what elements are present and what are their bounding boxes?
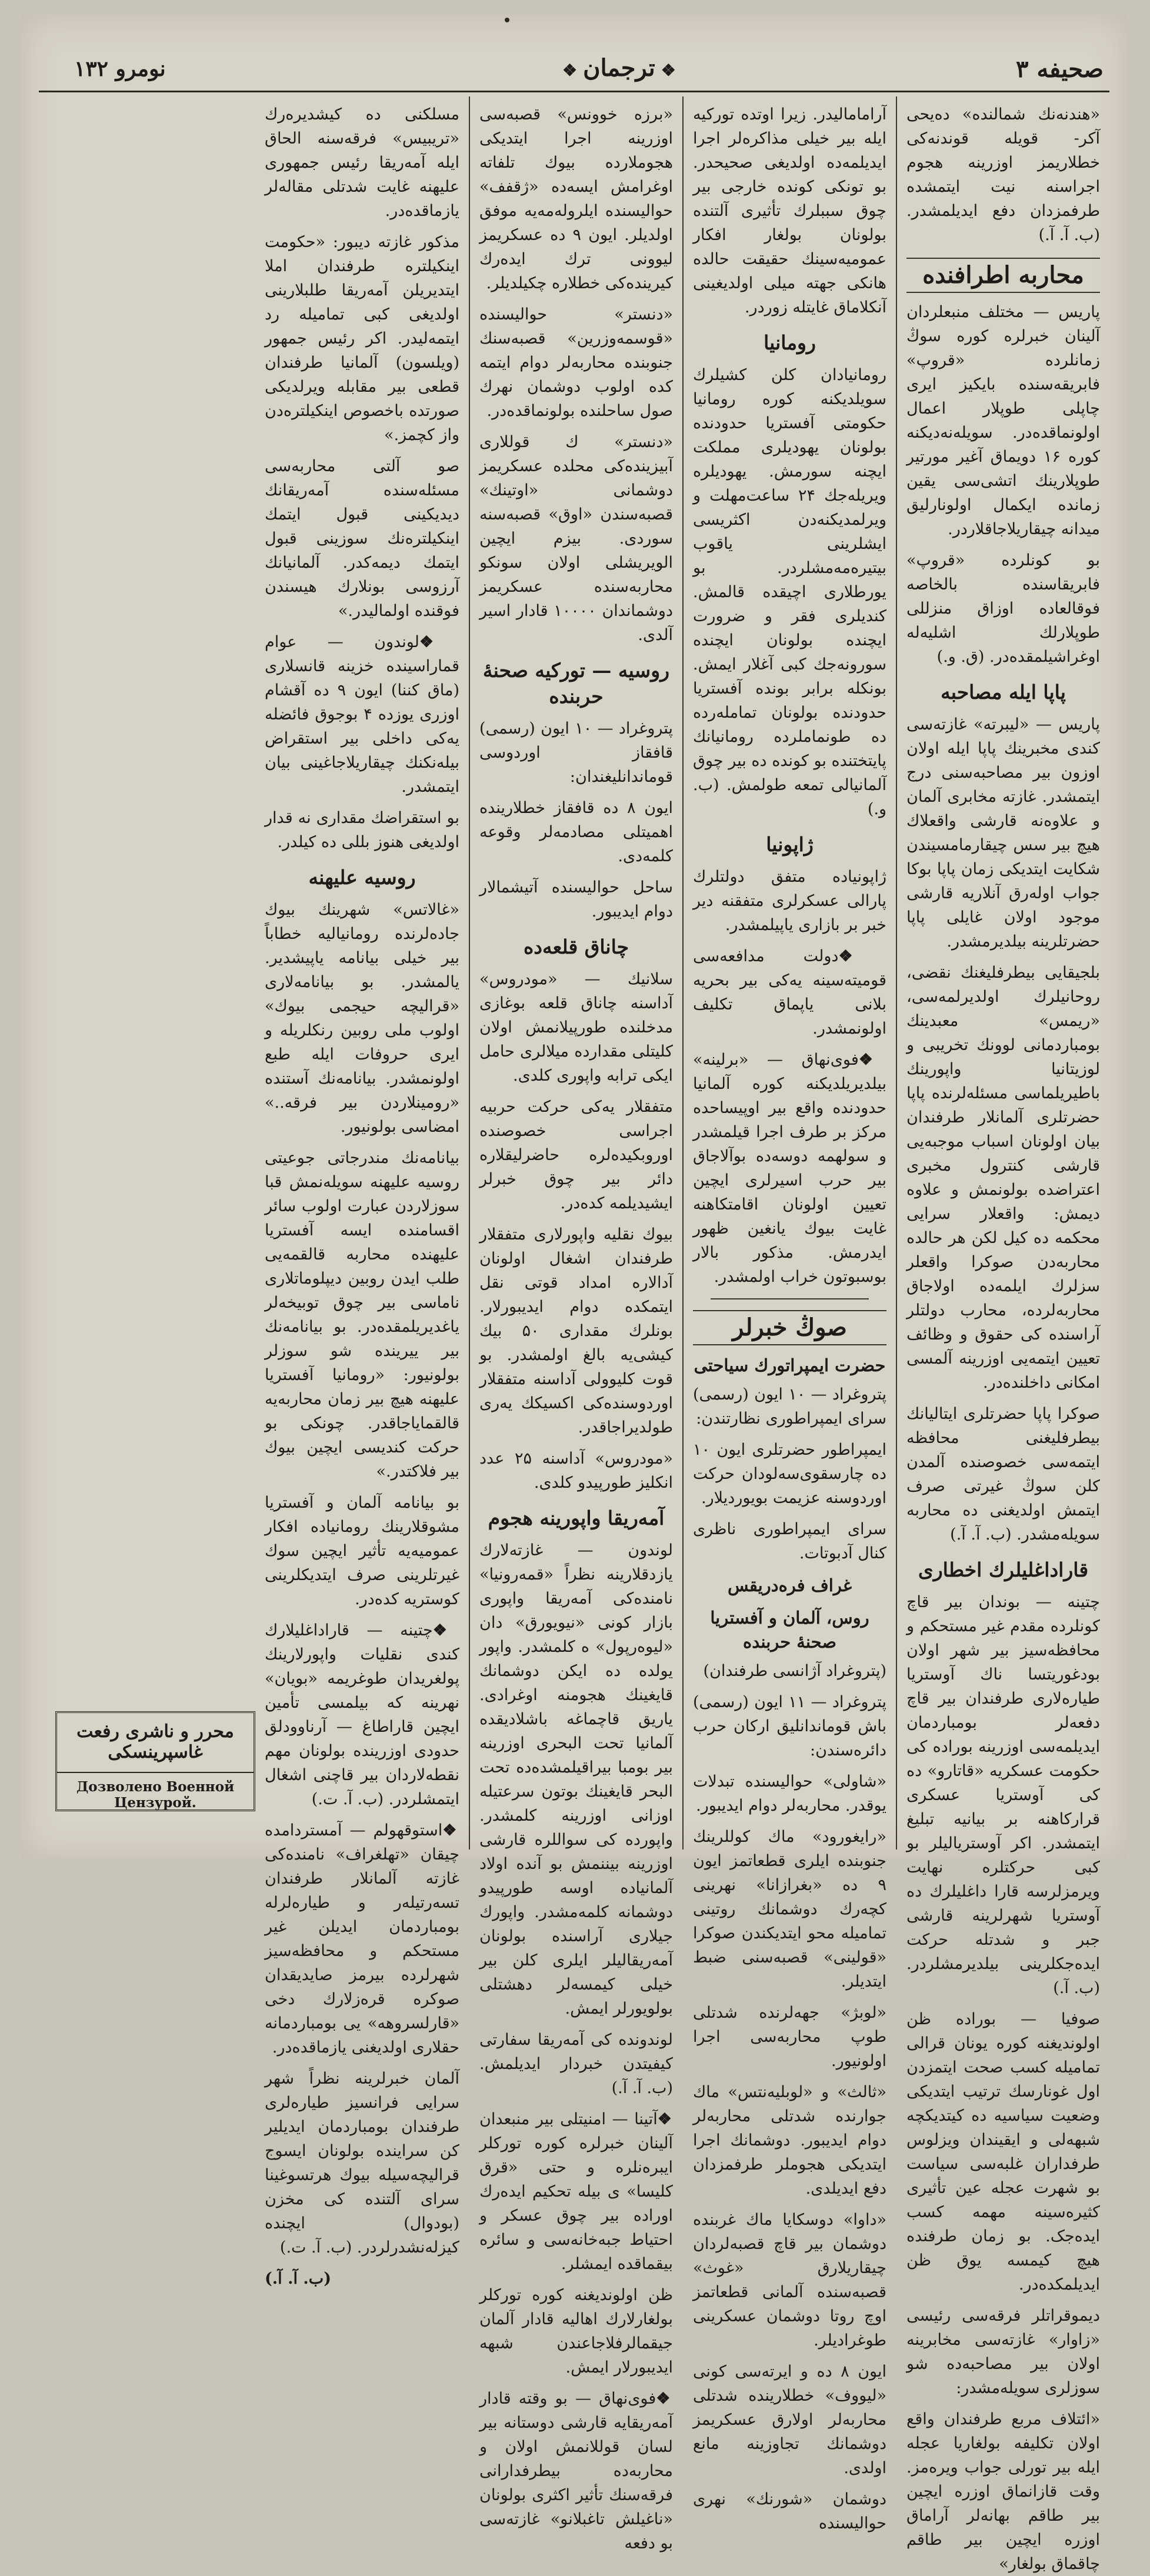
paragraph: ❖ آتینا — امنیتلی بیر منبعدان آلینان خبرلره کوره تورکلر ایبره‌نلره و حتی «قرق کلیسا» ی بیله تحکیم ایده‌رك اوراده بیر چوق عسکر و احتیاط جبه‌خانه‌سی و سائره بیقماقده ایمشلر.	[479, 2107, 673, 2276]
publisher-box	[55, 1711, 255, 1811]
paragraph: ساحل حوالیسنده آتیشمالار دوام ایدیبور.	[479, 878, 673, 921]
section-heading: چاناق قلعه‌ده	[523, 935, 629, 958]
paragraph: ❖ استوقهولم — آمستردامده چیقان «تهلغراف» نامنده‌کی غازته آلمانلار طرفندان تسه‌ر‌تیله‌ر و طیاره‌لرله بومباردمان ایدیلن غیر مستحکم و محافظه‌سیز شهرلرده بیرمز صایدیقدان صوکره قره‌زلارك دخی «قارلسروهه» یی بومباردمانه حقلاری اولدیغنی یازماقده‌در.	[265, 1818, 459, 2060]
section-heading: قاراداغلیلرك اخطاری	[918, 1558, 1089, 1581]
column-1	[896, 96, 1109, 2573]
paragraph: «هندنه‌نك شمالنده‌» ده‌یحی آکر- قویله‌ قوندنه‌کی خطلاریمز اوزرینه هجوم اجراسنه نیت ایتمشده طرفمزدان دفع ایدیلمشدر. (ب. آ. آ.)	[906, 105, 1100, 244]
paragraph: آراماماليدر. زیرا اوتده توركیه ایله بیر خیلی مذاکره‌لر اجرا ایدیلمه‌ده اولدیغی صحیحدر. بو تونکی کونده خارجی بیر چوق سببلرك تأثیری آلتنده بولونان بولغار افکار عمومیه‌سینك حقیقت حالده هانکی جهته میلی اولدیغینی آنکلاماق غایتله زوردر.	[693, 105, 886, 316]
page-header	[39, 49, 1109, 92]
paragraph: «رایغورود» ماك کوللرینك جنوبنده ایلری قطعاتمز ایون ۹ ده «بغرازانا» نهرینی کچه‌رك دوشمانك روتینی تمامیله محو ایتدیکندن صوکرا «قولینی» قصبه‌سنی ضبط ایتدیلر.	[693, 1828, 886, 1991]
paragraph: صوکرا پاپا حضرتلری ایتالیانك بیطرفلیغنی محافظه ایتمه‌سی خصوصنده آلمدن کلن سوڭ غیرتی صرف ایتمش اولدیغنی ده محاربه سویله‌مشدر. (ب. آ. آ.)	[906, 1405, 1100, 1544]
paragraph: «ثالث» و «لوبلیه‌نتس» ماك جوارنده شدتلی محاربه‌لر دوام ایدیبور. دوشمانك اجرا ایتدیکی هجوملر طرفمزدان دفع ایدیلدی.	[693, 2083, 886, 2198]
paragraph: ایون ۸ ده قافقاز خطلارینده اهمیتلی مصادمه‌لر وقوعه کلمه‌دی.	[479, 799, 673, 865]
paragraph: صو آلتی محاربه‌سی مسئله‌سنده آمه‌ریقانك دیدیکینی قبول ایتمك اینکیلتره‌نك سوزینی قبول ایتمك دیمه‌کدر. آلمانیانك آرزوسی بونلارك هیسندن فوقنده اولمالیدر.»	[265, 457, 459, 620]
paragraph: «غالاتس» شهرینك بیوك جاده‌لرنده رومانیالیه خطاباً بیر خیلی بیانامه یاپیشدیر. یالمشدر. بو بیانامه‌لاری «قرالیچه حیجمی بیوك» اولوب ملی روبین رنکلریله و ایری حروفات ایله طبع اولونمشدر. بیانامه‌نك آستنده «رومینلاردن بیر فرقه..» امضاسی بولونیور.	[265, 901, 459, 1136]
paragraph: بو بیانامه آلمان و آفستریا مشوقلارینك رومانیاده افکار عمومیه‌یه تأثیر ایچین سوك غیرتلرینی صرف ایتدیکلرینی کوستریه کده‌در.	[265, 1494, 459, 1608]
paragraph: آلمان خبرلرینه نظراً شهر سرایی فرانسیز طیاره‌لری طرفندان بومباردمان ایدیلیر کن سراینده بولونان ایسوج قرالیچه‌سیله بیوك هرتسوغینا سرای آلتنده کی مخزن (بودوال) ایچنده کیزله‌نشدرلردر. (ب. آ. ت.)	[265, 2070, 459, 2257]
paragraph: بیوك نقلیه واپورلاری متفقلار طرفندان اشغال اولونان آدالاره امداد قوتی نقل ایتمکده دوام ایدیبورلار. بونلرك مقداری ۵۰ بیك کیشی‌یه بالغ اولمشدر. بو قوت کلیوولی آداسنه متفقلار اوردوسنده‌کی اکسیکك یه‌ری طولدیراجاقدر.	[479, 1225, 673, 1437]
divider	[711, 1298, 869, 1299]
column-2	[682, 96, 896, 2532]
section-heading: صوڭ خبرلر	[693, 1310, 886, 1345]
paragraph: «ائتلاف مربع طرفندان واقع اولان تکلیفه بولغاریا عجله ایله بیر تورلی جواب ویره‌مز. وقت قازانماق اوزره ایچین بیر طاقم بهانه‌لر آراماق اوزره ایچین بیر طاقم چاقماق بولغار»	[906, 2410, 1100, 2573]
section-heading: روسیه — تورکیه صحنهٔ حربنده	[482, 659, 670, 708]
paragraph: پتروغراد — ۱۱ ایون (رسمی) باش قوماندانلیق ارکان حرب دائره‌سندن:	[693, 1693, 886, 1759]
paragraph: پتروغراد — ۱۰ ایون (رسمی) قافقاز اوردوسی قوماندانلیغندان:	[479, 719, 673, 786]
subheading: غراف فره‌دریقس	[727, 1575, 852, 1595]
agency-signature: (ب. آ. آ.)	[265, 2270, 331, 2288]
subheading: حضرت ایمپراتورك سیاحتی	[694, 1355, 886, 1375]
section-heading: ژاپونیا	[766, 833, 814, 856]
newspaper-page	[21, 14, 1127, 2573]
section-heading: آمه‌ریقا واپورینه هجوم	[488, 1507, 665, 1529]
page-number: صحیفه ۳	[1016, 55, 1104, 83]
paragraph: (پتروغراد آژانسی طرفندان)	[703, 1662, 886, 1680]
paragraph: پاریس — مختلف منبعلردان آلینان خبرلره کوره سوڭ زمانلرده «قروپ» فابریقه‌سنده بایکیز ایری چاپلی طوپلار اعمال اولونماقده‌در. سویله‌نه‌دیکنه کوره ۱۶ دویماق آغیر مورتیر طوپلارینك اتشی‌سی یقین زمانده ایکمال اولونارلیق میدانه چیقاریلاجاقلاردر.	[906, 303, 1100, 538]
paragraph: متفقلار یه‌کی حرکت حربیه اجراسی خصوصنده اوروبکیده‌لره حاضرلیقلاره دائر بیر چوق خبرلر ایشیدیلمه کده‌در.	[479, 1098, 673, 1212]
paragraph: چتینه — بوندان بیر قاچ کونلرده مقدم غیر مستحکم و محافظه‌سیز بیر شهر اولان بودغوریتسا ناك آوستریا طیاره‌لاری طرفندان بیر قاچ دفعه‌لر بومباردمان ایدیلمه‌سی اوزرینه بوراده کی حکومت عسکریه «قاتارو» ده کی آوستریا عسکری قرارکاهنه بر بیانیه تبلیغ ایتمشدر. اکر آوستریالیلر بو کبی حرکتلره نهایت ویرمزلرسه قارا داغلیلرك ده آوستریا شهرلرینه قارشی جبر و شدتله حرکت ایده‌جکلرینی بیلدیرمشلردر. (ب. آ.)	[906, 1593, 1100, 1997]
column-3	[469, 96, 682, 2552]
column-4	[255, 96, 469, 2288]
paragraph: بلجیقایی بیطرفلیغنك نقضی، روحانیلرك اولدیرلمه‌سی، «ریمس» معبدینك بومباردمانی لوونك تخریبی و لوزیتانیا واپورینك باطیریلماسی مسئله‌لرنده پاپا حضرتلری آلمانلار طرفندان بیان اولونان اسباب موجبه‌یی قارشی کنترول مخبری اعتراضده بولونمش و علاوه دیمش: واقعلار سرایی محکمه ده کیل لکن هر حالده محاربه‌دن صوکرا واقعلر سزلرك ایلمه‌ده اولاجاق محاربه‌لرده، محارب دولتلر آراسنده کی حقوق و وظائف تعیین ایتمه‌یی اوزرینه آلمسی امکانی داخلنده‌در.	[906, 964, 1100, 1392]
paragraph: رومانیادان کلن کشیلرك سویلدیکنه کوره رومانیا حکومتی آفستریا حدودنده بولونان یهودیلری مملکت ایچنه سورمش. یهودیلره ویریله‌جك ۲۴ ساعت‌مهلت و ویرلمدیکنه‌دن اکثریسی ایشلرینی یاقوب بیتیره‌مه‌مشلردر. بو یورطلاری اچیقده قالمش. کندیلری فقر و ضرورت ایچنده بولونان ایچنده سورونه‌جك کبی آغلار ایمش. بونکله برابر بونده آفستریا حدودنده بولونان تمامله‌رده ده طونماملرده رومانیانك پایتختنده بو کونده ده بیر چوق آلمانیالی تمعه طولمش. (ب. و.)	[693, 366, 886, 818]
paragraph: «لوبژ» جهه‌لرنده شدتلی طوپ محاربه‌سی اجرا اولونیور.	[693, 2004, 886, 2070]
section-heading: رومانیا	[764, 331, 816, 354]
paragraph: ظن اولوندیغنه کوره تورکلر بولغارلارك اهالیه قادار آلمان جیقمالرفلاجاعندن شبهه ایدیبورلار ایمش.	[479, 2286, 673, 2377]
paragraph: مسلکنی ده کیشدیره‌رك «تریبیس» فرقه‌سنه الحاق ایله آمه‌ریقا رئیس جمهوری علیهنه غایت شدتلی مقاله‌لر یازماقده‌در.	[265, 105, 459, 220]
paragraph: سرای ایمپراطوری ناظری کنال آدبوتات.	[693, 1520, 886, 1562]
paragraph: لوندون — غازته‌لارك یازدقلارینه نظراً «قمه‌رونیا» نامنده‌کی آمه‌ریقا واپوری بازار کونی «نیویورق» دان «لیوه‌رپول» ه کلمشدر. واپور یولده ده ایکن دوشمانك قایغینك هجومنه اوغرادی. یاریق قاچماغه باشلادیقده آلمانیا تحت البحری اوزرینه بیر بومبا بیراقیلمشده‌ده تحت البحر قایغینك بوتون سرعتیله اوزانی اوزرینه کلمشدر. واپورده کی سواللره قارشی اوزرینه بیننمش بو آنده اولاد آلمانیاده اوسه طورپیدو دوشمانه کلمه‌مشدر. واپورك جیلاری آراسنده بولونان آمه‌ریقالیلر ایلری کلن بیر خیلی کیمسه‌لر دهشتلی بولویورلر ایمش.	[479, 1541, 673, 2018]
paragraph: ❖ لوندون — عوام قماراسینده خزینه قانسلاری (ماق کننا) ایون ۹ ده آقشام اوزری یوزده ۴ بوجوق فائضله یه‌کی داخلی بیر استقراض بیله‌نکنك چیقاریلاجاغینی بیان ایتمشدر.	[265, 630, 459, 799]
paragraph: ایون ۸ ده و ایرته‌سی کونی «لیووف» خطلارینده شدتلی محاربه‌لر اولارق عسکریمز دوشمانك تجاوزینه مانع اولدی.	[693, 2362, 887, 2477]
paragraph: دیموقراتلر فرقه‌سی رئیسی «زاوار» غازته‌سی مخابرینه اولان بیر مصاحبه‌ده شو سوزلری سویله‌مشدر:	[906, 2307, 1100, 2397]
paragraph: «دنستر» حوالیسنده «قوسمه‌وزرین» قصبه‌سنك جنوبنده محاربه‌لر دوام ایتمه کده اولوب دوشمان نهرك صول ساحلنده بولونماقده‌در.	[479, 305, 673, 420]
paragraph: بیانامه‌نك مندرجاتی جوعیتی روسیه علیهنه سویله‌نمش قبا سوزلاردن عبارت اولوب سائر اقسامنده ایسه آفستریا علیهنده محاربه قالقمه‌یی طلب ایدن روبین دیپلوماتلاری ناماسی بیر چوق توبیخه‌لر یاغدیریلمقده‌در. بو بیانامه‌نك بیر ییرینده شو سوزلر بولونیور: «رومانیا آفستریا علیهنه هیچ بیر زمان محاربه‌یه قالقمایاجاقدر. چونکی بو حرکت کندیسی ایچین بیوك بیر فلاکتدر.»	[265, 1149, 459, 1481]
paragraph: ژاپونیاده متفق دولتلرك پارالی عسکرلری متفقنه دیر خبر بر بازاری یاپیلمشدر.	[693, 868, 886, 934]
paragraph: ایمپراطور حضرتلری ایون ۱۰ ده چارسقوی‌سه‌لودان حرکت اوردوسنه عزیمت بویوردیلار.	[693, 1441, 886, 1507]
paragraph: صوفیا — بوراده ظن اولوندیغنه کوره یونان قرالی تمامیله کسب صحت ایتمزدن اول غونارسك ترتیب ایتدیکی وضعیت سیاسیه ده کیتدیکچه شبهه‌لی و ایقیندان ویزلوس طرفداران غلبه‌سی سیاست بو شهرت عجله عین تأثیری کثیره‌سینه مهمه کسب ایده‌جک. بو زمان طرفنده هیچ کیمسه یوق ظن ایدیلمکده‌در.	[906, 2010, 1100, 2294]
censor-line: Дозволено Военной Цензурой.	[57, 1772, 254, 1811]
paragraph: «شاولی» حوالیسنده تبدلات یوقدر. محاربه‌لر دوام ایدیبور.	[693, 1772, 886, 1815]
issue-number: نومرو ۱۳۲	[74, 56, 166, 81]
paragraph: ❖ فوی‌نهاق — «برلینه» بیلدیریلدیکنه کوره آلمانیا حدودنده واقع بیر اوپیساحده مرکز بر طرف اجرا قیلمشدر و سولهمه دوسه‌ده بوآلاجاق بیر حرب اسیرلری ایچین تعیین اولونان اقامتکاهنه غایت بیوك یانغین ظهور ایدرمش. مذکور بالار بوسبوتون خراب اولمشدر.	[693, 1048, 886, 1289]
paragraph: بو کونلرده «قروپ» فابریقاسنده بالخاصه فوقالعاده اوزاق منزللی طوپلارلك اشلیه‌له اوغراشیلمقده‌در. (ق. و.)	[906, 551, 1100, 666]
paragraph: مذکور غازته دیبور: «حکومت اینکیلتره طرفندان املا ایتدیریلن آمه‌ریقا طلبلارینی اولدیغی کبی تمامیله رد ایتمه‌لیدر. اکر رئیس جمهور (ویلسون) آلمانیا طرفندان قطعی بیر مقابله ویرلدیکی صورتده باخصوص اینکیلتره‌دن واز کچمز.»	[265, 233, 459, 444]
paragraph: پتروغراد — ۱۰ ایون (رسمی) سرای ایمپراطوری نظارتندن:	[693, 1385, 886, 1428]
section-heading: پاپا ایله مصاحبه	[941, 681, 1066, 704]
paragraph: ❖ دولت مدافعه‌سی قومیته‌سینه یه‌کی بیر بحریه بلانی یاپماق تکلیف اولونمشدر.	[693, 944, 886, 1041]
paragraph: ❖ فوی‌نهاق — بو وقته قادار آمه‌ریقایه قارشی دوستانه بیر لسان قوللانمش اولان و محاربه‌ده بیطرفدارانی فرقه‌سنك تأثیر اکثری بولونان «ناغیلش تاغبلانو» غازته‌سی بو دفعه	[479, 2387, 673, 2555]
paragraph: پاریس — «لیبرته» غازته‌سی کندی مخبرینك پاپا ایله اولان اوزون بیر مصاحبه‌سنی درج ایتمشدر. غازته مخابری آلمان و علاوه‌نه قارشی واقعلاك هیچ بیر سس چیقارمامسیندن شکایت ایتدیکی زمان پاپا بوکا جواب اوله‌رق آنلاریه قارشی موجود اولان غایلی پاپا حضرتلرینه بیلدیرمشدر.	[906, 715, 1100, 951]
paragraph: «مودروس» آداسنه ۲۵ عدد انکلیز طورپیدو کلدی.	[479, 1449, 673, 1492]
section-heading: روسیه علیهنه	[308, 866, 416, 889]
article-columns	[39, 96, 1109, 2573]
section-heading: محاربه اطرافنده	[906, 258, 1100, 293]
paragraph: سلانیك — «مودروس» آداسنه چاناق قلعه بوغازی مدخلنده طورپیلانمش اولان کلیتلی مقدارده میلالری حامل ایکی ترابه واپوری کلدی.	[479, 970, 673, 1085]
ink-dot	[505, 18, 509, 22]
paragraph: «داوا» دوسکایا ماك غربنده دوشمان بیر قاچ قصبه‌لردان چیقاریلارق «غوث» قصبه‌سنده آلمانی قطعاتمز اوچ روتا دوشمان عسکرینی طوغرادیلر.	[693, 2211, 886, 2350]
paragraph: دوشمان «شورنك» نهری حوالیسنده	[693, 2490, 886, 2532]
paragraph: لوندونده کی آمه‌ریقا سفارتی کیفیتدن خبردار ایدیلمش. (ب. آ. آ.)	[479, 2031, 673, 2097]
paragraph: «برزه خوونس» قصبه‌سی اوزرینه اجرا ایتدیکی هجوملارده بیوك تلفاته اوغرامش ایسه‌ده «ژقفف» حوالیسنده ایلروله‌مه‌یه موفق اولدیلر. ایون ۹ ده عسکریمز لیوونی ترك ایده‌رك کیرینده‌کی خطلاره چکیلدیلر.	[479, 105, 673, 292]
paragraph: «دنستر» ك قوللاری آبیزینده‌کی محلده عسکریمز دوشمانی «اوتینك» قصبه‌سندن «اوق» قصبه‌سنه سوردی. بیزم ایچین الویریشلی اولان سونکو محاربه‌سنده عسکریمز دوشماندان ۱۰۰۰۰ قادار اسیر آلدی.	[479, 433, 673, 644]
masthead-title: ❖ ترجمان ❖	[556, 54, 682, 82]
paragraph: بو استقراضك مقداری نه قدار اولدیغی هنوز بللی ده کیلدر.	[265, 809, 459, 851]
paragraph: ❖ چتینه — قاراداغلیلارك کندی نقلیات واپورلارینك پولغریدان طوغریمه «بویان» نهرینه که بیلمسی تأمین ایچین قاراطاغ — آرناوودلق حدودی اوزرینده بولونان مهم نقطه‌لاردان بیر قاچنی اشغال ایتمشلردر. (ب. آ. ت.)	[265, 1618, 459, 1811]
publisher-line: محرر و ناشری رفعت غاسپرینسکی	[76, 1721, 234, 1762]
subheading: روس، آلمان و آفستریا صحنهٔ حربنده	[710, 1608, 869, 1652]
